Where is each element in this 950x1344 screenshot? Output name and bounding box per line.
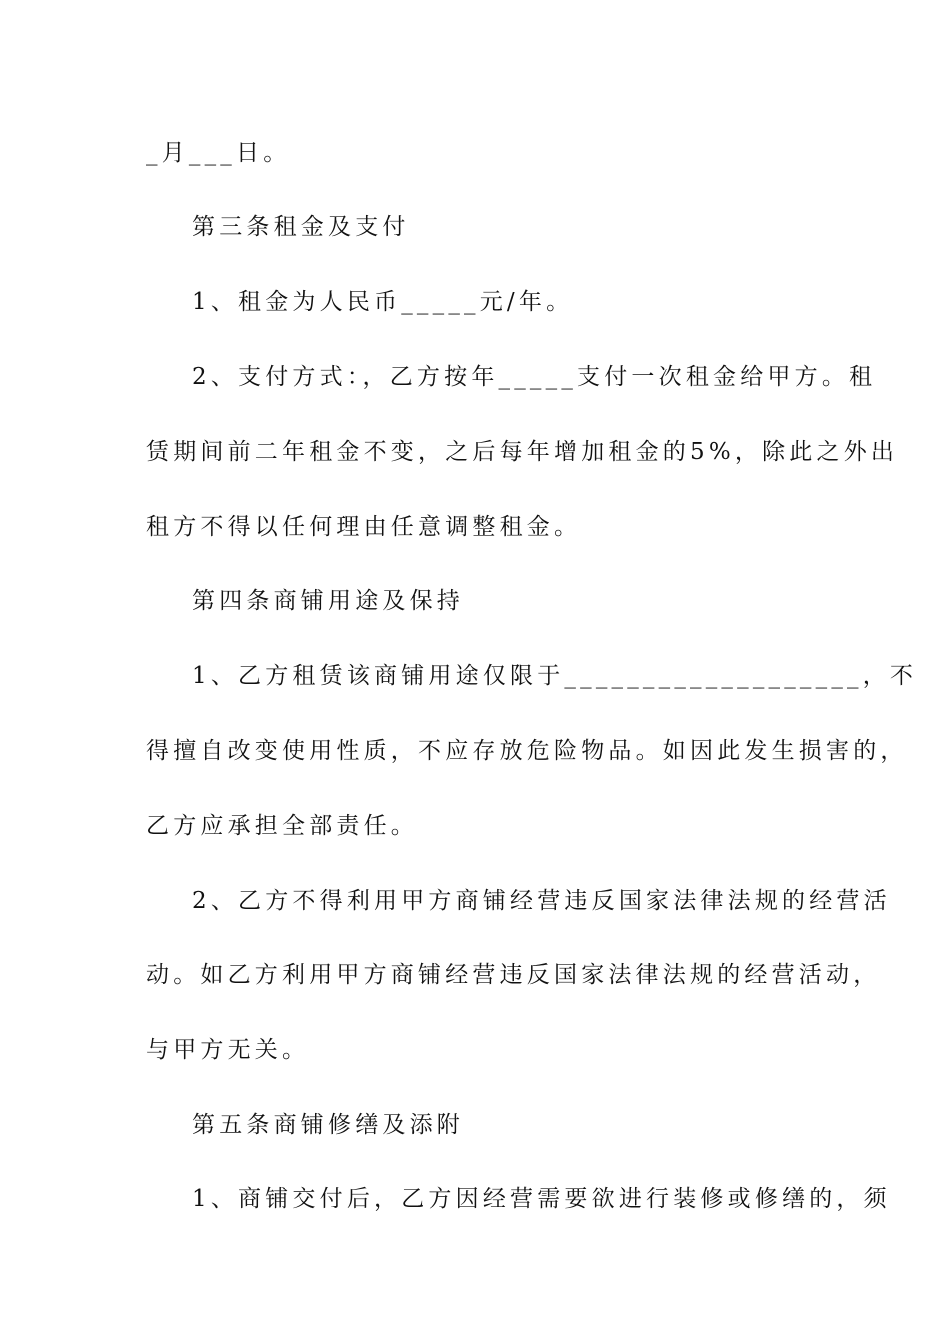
section-heading-article-5: 第五条商铺修缮及添附 [192, 1112, 464, 1138]
text-line-date-end: _月___日。 [146, 140, 291, 166]
text-line-illegal-business: 2、乙方不得利用甲方商铺经营违反国家法律法规的经营活 [192, 888, 891, 914]
text-line-rent-amount: 1、租金为人民币_____元/年。 [192, 289, 574, 315]
text-line-illegal-cont-1: 动。如乙方利用甲方商铺经营违反国家法律法规的经营活动， [146, 962, 881, 988]
section-heading-article-4: 第四条商铺用途及保持 [192, 588, 464, 614]
text-line-illegal-cont-2: 与甲方无关。 [146, 1037, 310, 1063]
text-line-usage-cont-2: 乙方应承担全部责任。 [146, 813, 418, 839]
text-line-payment-method: 2、支付方式：，乙方按年_____支付一次租金给甲方。租 [192, 364, 877, 390]
text-line-payment-cont-2: 租方不得以任何理由任意调整租金。 [146, 514, 582, 540]
text-line-usage-cont-1: 得擅自改变使用性质，不应存放危险物品。如因此发生损害的， [146, 738, 908, 764]
section-heading-article-3: 第三条租金及支付 [192, 214, 410, 240]
text-line-renovation: 1、商铺交付后，乙方因经营需要欲进行装修或修缮的，须 [192, 1186, 891, 1212]
text-line-payment-cont-1: 赁期间前二年租金不变，之后每年增加租金的5%，除此之外出 [146, 439, 899, 465]
text-line-usage-limit: 1、乙方租赁该商铺用途仅限于___________________，不 [192, 663, 918, 689]
